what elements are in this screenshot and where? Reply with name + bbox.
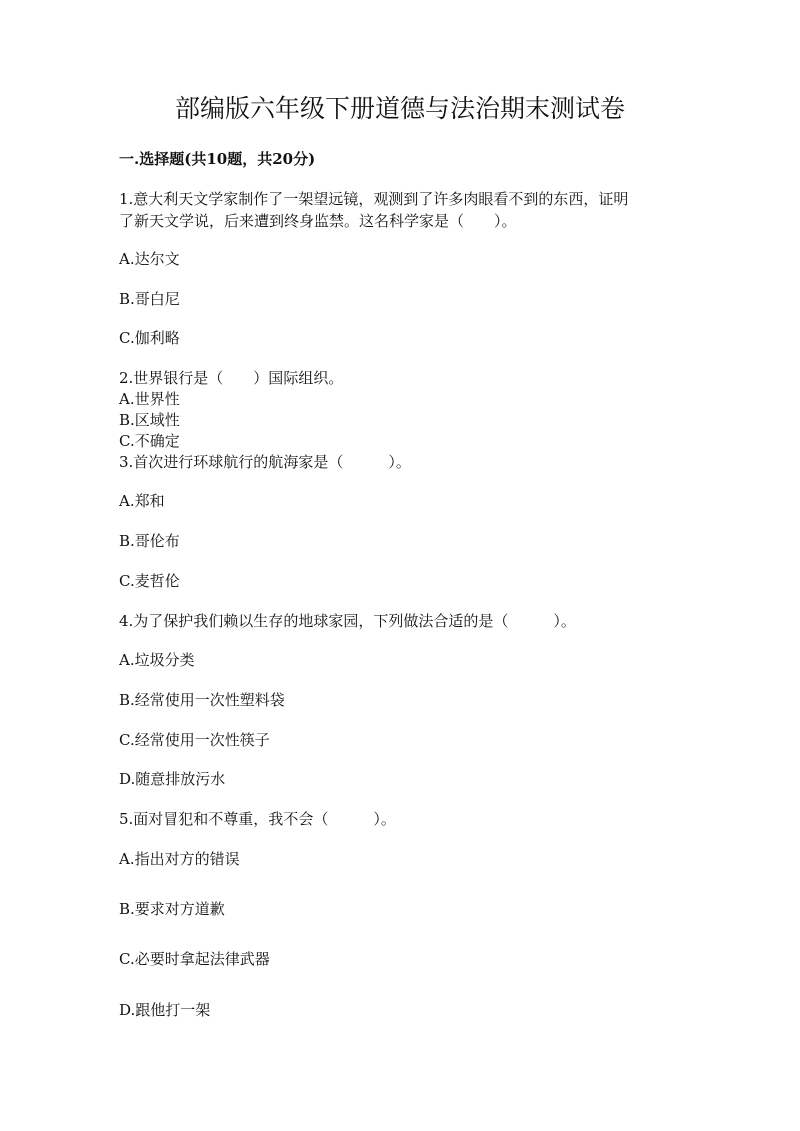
option-d: D.随意排放污水 bbox=[119, 770, 226, 788]
option-c: C.不确定 bbox=[119, 432, 180, 450]
document-title: 部编版六年级下册道德与法治期末测试卷 bbox=[174, 94, 625, 123]
option-a: A.世界性 bbox=[119, 390, 180, 408]
section-heading: 一.选择题(共10题，共20分) bbox=[119, 150, 316, 168]
question-stem: 2.世界银行是（ ）国际组织。 bbox=[119, 369, 344, 387]
question-stem: 1.意大利天文学家制作了一架望远镜，观测到了许多肉眼看不到的东西，证明 bbox=[119, 190, 629, 208]
option-a: A.指出对方的错误 bbox=[119, 850, 240, 868]
option-a: A.郑和 bbox=[119, 492, 165, 510]
option-b: B.区域性 bbox=[119, 411, 180, 429]
question-stem: 4.为了保护我们赖以生存的地球家园，下列做法合适的是（ ）。 bbox=[119, 612, 576, 630]
option-c: C.伽利略 bbox=[119, 329, 180, 347]
question-stem-continued: 了新天文学说，后来遭到终身监禁。这名科学家是（ ）。 bbox=[119, 212, 517, 230]
option-b: B.要求对方道歉 bbox=[119, 900, 225, 918]
option-b: B.经常使用一次性塑料袋 bbox=[119, 691, 285, 709]
option-a: A.达尔文 bbox=[119, 250, 180, 268]
option-d: D.跟他打一架 bbox=[119, 1001, 211, 1019]
option-c: C.麦哲伦 bbox=[119, 572, 180, 590]
option-c: C.经常使用一次性筷子 bbox=[119, 731, 270, 749]
question-stem: 5.面对冒犯和不尊重，我不会（ ）。 bbox=[119, 810, 396, 828]
option-b: B.哥伦布 bbox=[119, 532, 180, 550]
option-b: B.哥白尼 bbox=[119, 290, 180, 308]
question-stem: 3.首次进行环球航行的航海家是（ ）。 bbox=[119, 453, 411, 471]
option-a: A.垃圾分类 bbox=[119, 651, 195, 669]
option-c: C.必要时拿起法律武器 bbox=[119, 950, 270, 968]
